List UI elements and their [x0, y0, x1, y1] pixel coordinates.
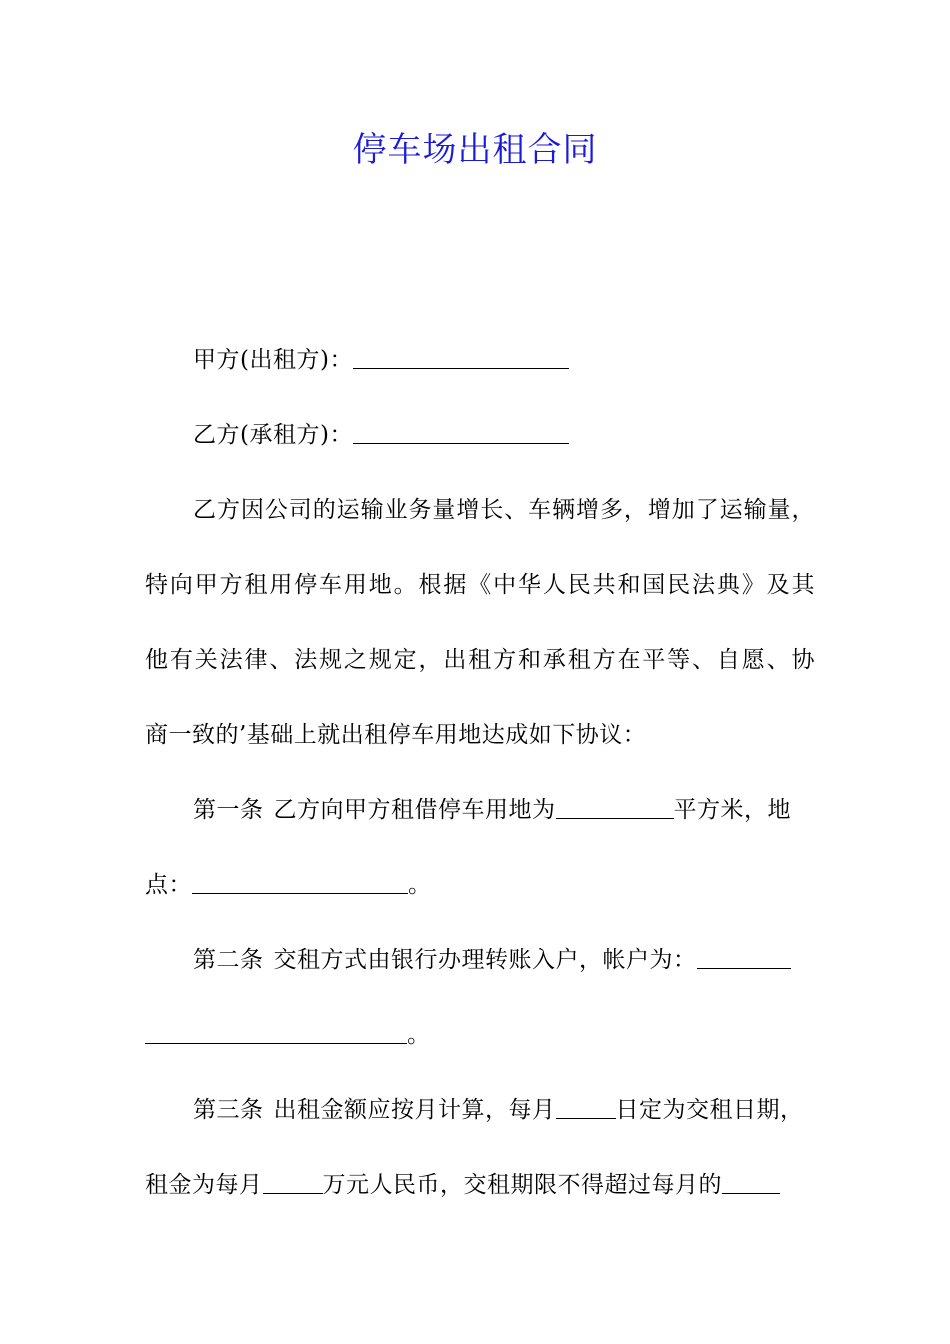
party-a-blank [353, 344, 569, 369]
article-3-line-2 [145, 1167, 815, 1203]
article-1-line-2 [145, 867, 815, 903]
location-blank [192, 869, 408, 894]
party-b-line [193, 417, 815, 453]
article-2-line-1 [193, 942, 815, 978]
article-1-text-b: 平方米，地 [673, 797, 791, 823]
article-3-text-c: 租金为每月 [145, 1172, 263, 1198]
party-b-label: 乙方(承租方)： [193, 422, 353, 448]
article-1-text-c: 点： [145, 872, 192, 898]
document-title: 停车场出租合同 [352, 130, 598, 170]
party-b-blank [353, 419, 569, 444]
article-3-text-d: 万元人民币，交租期限不得超过每月的 [322, 1172, 722, 1198]
intro-line-4: 商一致的’基础上就出租停车用地达成如下协议： [145, 722, 647, 748]
article-1-text-a: 乙方向甲方租借停车用地为 [273, 797, 556, 823]
account-blank-1 [697, 944, 791, 969]
article-2-line-2 [145, 1017, 815, 1053]
account-blank-2 [145, 1019, 407, 1044]
intro-line-3: 他有关法律、法规之规定，出租方和承租方在平等、自愿、协 [145, 647, 815, 673]
article-2-text-b: 。 [407, 1022, 431, 1048]
intro-line-1: 乙方因公司的运输业务量增长、车辆增多，增加了运输量， [193, 497, 815, 523]
article-1-heading: 第一条 [193, 797, 264, 823]
article-3-text-a: 出租金额应按月计算，每月 [273, 1097, 556, 1123]
article-1-line-1 [193, 792, 815, 828]
payment-day-blank [556, 1094, 616, 1119]
article-3-text-b: 日定为交租日期， [615, 1097, 804, 1123]
article-2-heading: 第二条 [193, 947, 264, 973]
area-blank [556, 794, 674, 819]
article-1-text-d: 。 [408, 872, 432, 898]
deadline-blank [722, 1169, 780, 1194]
rent-amount-blank [263, 1169, 323, 1194]
article-3-line-1 [193, 1092, 815, 1128]
article-3-heading: 第三条 [193, 1097, 264, 1123]
intro-line-2: 特向甲方租用停车用地。根据《中华人民共和国民法典》及其 [145, 572, 815, 598]
article-2-text-a: 交租方式由银行办理转账入户，帐户为： [273, 947, 697, 973]
party-a-line [193, 342, 815, 378]
party-a-label: 甲方(出租方)： [193, 347, 353, 373]
